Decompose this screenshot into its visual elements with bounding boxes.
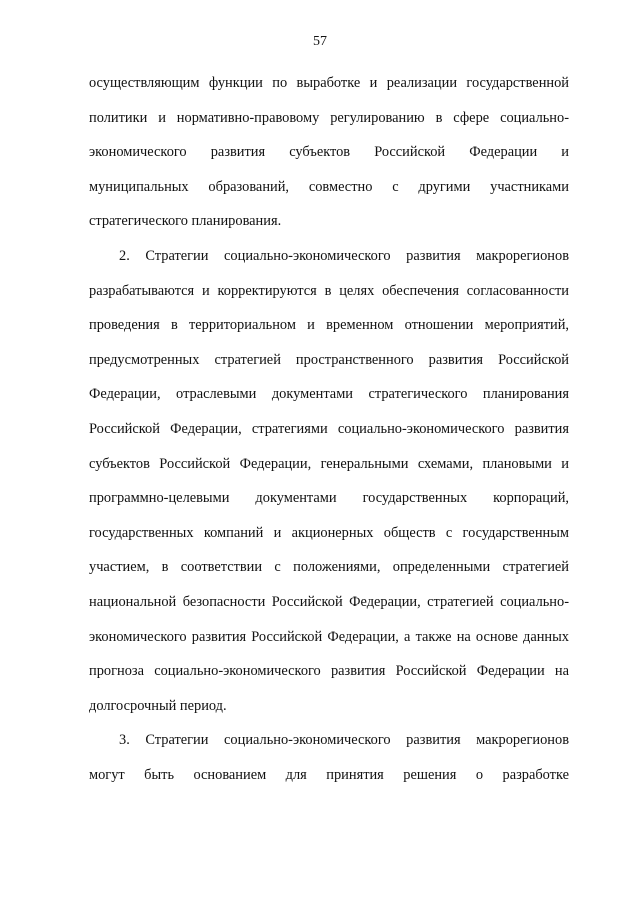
text-line: субъектов Российской Федерации, генеральными схемами, плановыми и xyxy=(89,455,569,472)
text-line: разрабатываются и корректируются в целях обеспечения согласованности xyxy=(89,282,569,299)
text-line: 2. Стратегии социально-экономического развития макрорегионов xyxy=(119,247,569,264)
text-line: долгосрочный период. xyxy=(89,697,227,714)
text-line: могут быть основанием для принятия решения о разработке xyxy=(89,766,569,783)
page-number: 57 xyxy=(313,34,327,49)
text-line: Федерации, отраслевыми документами стратегического планирования xyxy=(89,386,569,403)
text-line: государственных компаний и акционерных обществ с государственным xyxy=(89,524,569,541)
text-line: программно-целевыми документами государственных корпораций, xyxy=(89,490,569,507)
text-line: национальной безопасности Российской Федерации, стратегией социально- xyxy=(89,593,569,610)
text-line: политики и нормативно-правовому регулированию в сфере социально- xyxy=(89,109,569,126)
text-line: проведения в территориальном и временном отношении мероприятий, xyxy=(89,317,569,334)
text-line: предусмотренных стратегией пространственного развития Российской xyxy=(89,351,569,368)
text-line: 3. Стратегии социально-экономического развития макрорегионов xyxy=(119,732,569,749)
text-line: экономического развития субъектов Российской Федерации и xyxy=(89,144,569,161)
text-line: экономического развития Российской Федерации, а также на основе данных xyxy=(89,628,569,645)
text-line: муниципальных образований, совместно с другими участниками xyxy=(89,178,569,195)
text-line: прогноза социально-экономического развития Российской Федерации на xyxy=(89,663,569,680)
text-line: участием, в соответствии с положениями, определенными стратегией xyxy=(89,559,569,576)
text-line: стратегического планирования. xyxy=(89,213,282,230)
text-line: Российской Федерации, стратегиями социально-экономического развития xyxy=(89,420,569,437)
text-line: осуществляющим функции по выработке и реализации государственной xyxy=(89,75,569,91)
body-text xyxy=(89,66,569,792)
